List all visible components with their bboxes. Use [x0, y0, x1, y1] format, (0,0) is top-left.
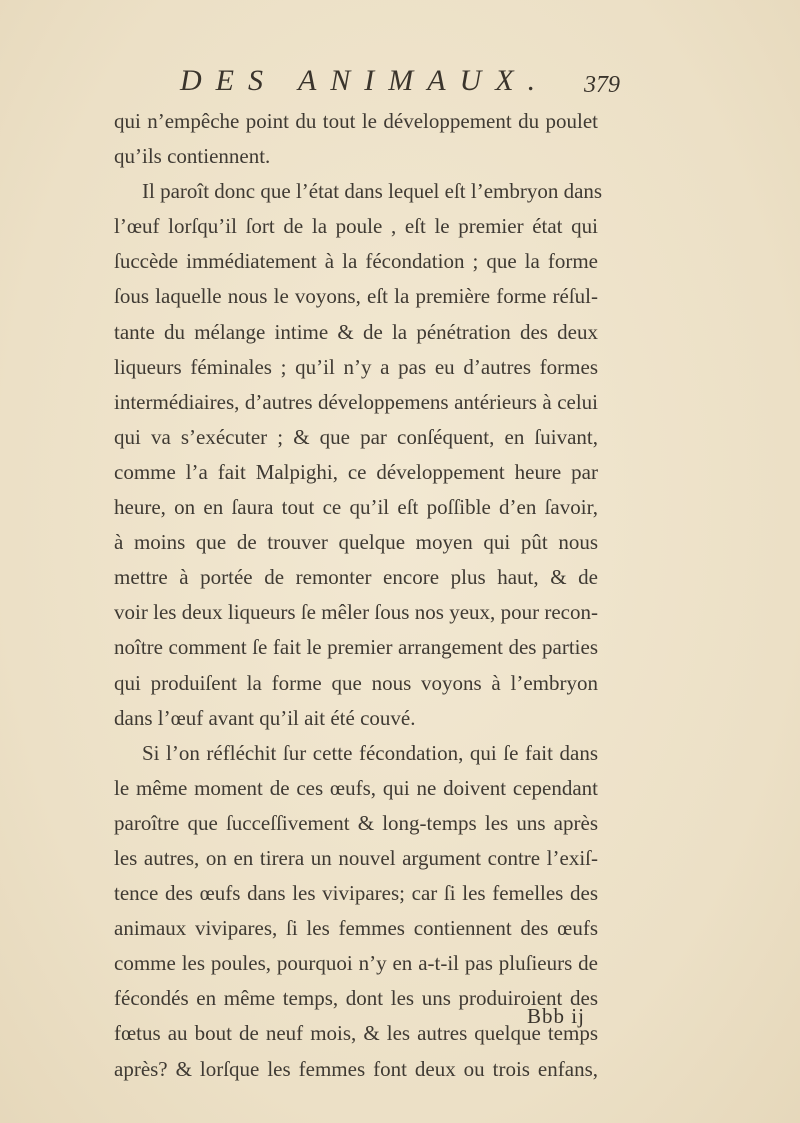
text-line: mettre à portée de remonter encore plus haut, & de [114, 565, 598, 590]
text-line: noître comment ſe fait le premier arrangement des parties [114, 635, 598, 660]
text-line: les autres, on en tirera un nouvel argument contre l’exiſ- [114, 845, 598, 870]
text-line: fœtus au bout de neuf mois, & les autres quelque temps [114, 1021, 598, 1046]
text-line: Si l’on réfléchit ſur cette fécondation, qui ſe fait dans [142, 740, 598, 765]
paragraph-3 [114, 736, 598, 1087]
text-line: le même moment de ces œufs, qui ne doivent cependant [114, 775, 598, 800]
page-number: 379 [584, 72, 620, 98]
text-line: qu’ils contiennent. [114, 144, 271, 169]
signature-mark: Bbb ij [527, 1004, 585, 1028]
paragraph-2 [114, 174, 603, 736]
text-line: à moins que de trouver quelque moyen qui pût nous [114, 530, 598, 555]
text-line: animaux vivipares, ſi les femmes contiennent des œufs [114, 916, 598, 941]
text-line: heure, on en ſaura tout ce qu’il eſt poſſible d’en ſavoir, [114, 495, 598, 520]
text-line: après? & lorſque les femmes font deux ou trois enfans, [114, 1056, 598, 1081]
text-line: ſous laquelle nous le voyons, eſt la première forme réſul- [114, 284, 598, 309]
text-line: qui produiſent la forme que nous voyons à l’embryon [114, 670, 598, 695]
text-line: liqueurs féminales ; qu’il n’y a pas eu d’autres formes [114, 354, 598, 379]
text-line: tence des œufs dans les vivipares; car ſi les femelles des [114, 881, 598, 906]
main-text [114, 104, 603, 1087]
text-line: voir les deux liqueurs ſe mêler ſous nos yeux, pour recon- [114, 600, 598, 625]
running-title: DES ANIMAUX. [180, 64, 550, 97]
paragraph-1 [114, 104, 598, 174]
text-line: qui n’empêche point du tout le développement du poulet [114, 109, 598, 133]
text-line: dans l’œuf avant qu’il ait été couvé. [114, 705, 416, 730]
text-line: comme l’a fait Malpighi, ce développement heure par [114, 459, 598, 484]
text-line: comme les poules, pourquoi n’y en a-t-il pas pluſieurs de [114, 951, 598, 976]
text-line: fécondés en même temps, dont les uns produiroient des [114, 986, 598, 1011]
text-line: ſuccède immédiatement à la fécondation ; que la forme [114, 249, 598, 274]
text-line: Il paroît donc que l’état dans lequel eſt l’embryon dans [142, 179, 603, 204]
text-line: tante du mélange intime & de la pénétration des deux [114, 319, 598, 344]
text-line: intermédiaires, d’autres développemens antérieurs à celui [114, 389, 598, 414]
text-line: paroître que ſucceſſivement & long-temps les uns après [114, 810, 598, 835]
text-line: qui va s’exécuter ; & que par conſéquent, en ſuivant, [114, 424, 598, 449]
text-line: l’œuf lorſqu’il ſort de la poule , eſt le premier état qui [114, 214, 598, 239]
running-header [180, 64, 620, 104]
